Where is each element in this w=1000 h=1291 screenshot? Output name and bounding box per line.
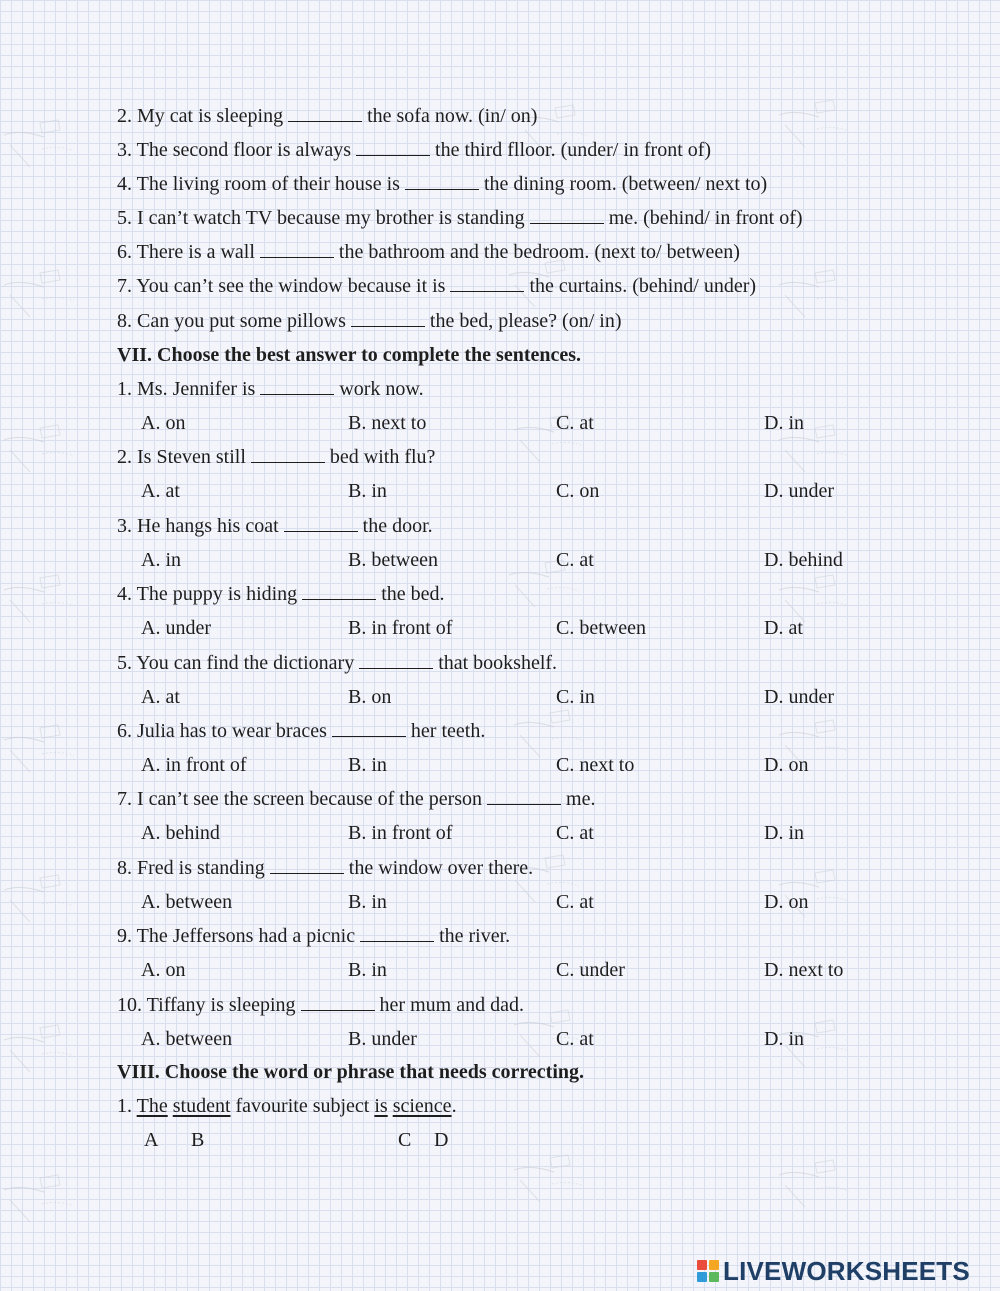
s7-question-5: 5. You can find the dictionary that bookshelf. <box>117 652 558 674</box>
s6-item-2: 2. My cat is sleeping the sofa now. (in/ on) <box>117 105 538 127</box>
s7-q4-option-c[interactable]: C. between <box>556 617 646 639</box>
s7-q1-option-c[interactable]: C. at <box>556 412 594 434</box>
watermark-sketch <box>0 115 80 170</box>
s7-q3-option-b[interactable]: B. between <box>348 549 438 571</box>
s6-item-3: 3. The second floor is always the third flloor. (under/ in front of) <box>117 139 712 161</box>
answer-blank[interactable] <box>251 447 325 463</box>
watermark-sketch <box>0 570 80 625</box>
s7-question-8: 8. Fred is standing the window over there. <box>117 857 534 879</box>
s7-q10-option-a[interactable]: A. between <box>141 1028 233 1050</box>
s7-q7-option-d[interactable]: D. in <box>764 822 804 844</box>
s7-question-10: 10. Tiffany is sleeping her mum and dad. <box>117 994 524 1016</box>
s6-item-7: 7. You can’t see the window because it is the curtains. (behind/ under) <box>117 275 757 297</box>
s7-question-1: 1. Ms. Jennifer is work now. <box>117 378 424 400</box>
s7-q10-option-d[interactable]: D. in <box>764 1028 804 1050</box>
s8-letter-d: D <box>434 1129 449 1151</box>
s8-question-1: 1. The student favourite subject is science. <box>117 1095 457 1117</box>
s8-letter-c: C <box>398 1129 412 1151</box>
s7-q7-option-c[interactable]: C. at <box>556 822 594 844</box>
s7-question-9: 9. The Jeffersons had a picnic the river. <box>117 925 511 947</box>
answer-blank[interactable] <box>260 242 334 258</box>
s7-q5-option-a[interactable]: A. at <box>141 686 180 708</box>
answer-blank[interactable] <box>284 516 358 532</box>
answer-blank[interactable] <box>288 106 362 122</box>
watermark-sketch <box>775 1155 855 1210</box>
s7-question-7: 7. I can’t see the screen because of the person me. <box>117 788 596 810</box>
s7-q2-option-b[interactable]: B. in <box>348 480 387 502</box>
watermark-sketch <box>0 720 80 775</box>
s7-q2-option-c[interactable]: C. on <box>556 480 600 502</box>
s7-q5-option-d[interactable]: D. under <box>764 686 834 708</box>
s6-item-5: 5. I can’t watch TV because my brother is standing me. (behind/ in front of) <box>117 207 803 229</box>
s7-q10-option-c[interactable]: C. at <box>556 1028 594 1050</box>
s6-item-4: 4. The living room of their house is the dining room. (between/ next to) <box>117 173 768 195</box>
s7-q8-option-d[interactable]: D. on <box>764 891 809 913</box>
answer-blank[interactable] <box>356 140 430 156</box>
s7-q4-option-d[interactable]: D. at <box>764 617 803 639</box>
s7-q4-option-b[interactable]: B. in front of <box>348 617 453 639</box>
s7-q1-option-b[interactable]: B. next to <box>348 412 427 434</box>
s7-q3-option-d[interactable]: D. behind <box>764 549 843 571</box>
s7-question-6: 6. Julia has to wear braces her teeth. <box>117 720 486 742</box>
watermark-sketch <box>0 265 80 320</box>
answer-blank[interactable] <box>260 379 334 395</box>
watermark-sketch <box>0 1020 80 1075</box>
s7-q9-option-c[interactable]: C. under <box>556 959 625 981</box>
watermark-sketch <box>0 1170 80 1225</box>
s7-q6-option-d[interactable]: D. on <box>764 754 809 776</box>
watermark-sketch <box>0 420 80 475</box>
option-b-word[interactable]: student <box>172 1095 231 1117</box>
answer-blank[interactable] <box>360 926 434 942</box>
s7-q6-option-a[interactable]: A. in front of <box>141 754 247 776</box>
s7-q6-option-c[interactable]: C. next to <box>556 754 635 776</box>
answer-blank[interactable] <box>270 858 344 874</box>
logo-text: LIVEWORKSHEETS <box>723 1255 970 1286</box>
watermark-sketch <box>775 95 855 150</box>
s7-q9-option-b[interactable]: B. in <box>348 959 387 981</box>
answer-blank[interactable] <box>530 208 604 224</box>
answer-blank[interactable] <box>351 311 425 327</box>
option-d-word[interactable]: science <box>392 1095 452 1117</box>
answer-blank[interactable] <box>332 721 406 737</box>
answer-blank[interactable] <box>405 174 479 190</box>
s6-item-8: 8. Can you put some pillows the bed, please? (on/ in) <box>117 310 622 332</box>
answer-blank[interactable] <box>450 276 524 292</box>
s7-q8-option-a[interactable]: A. between <box>141 891 233 913</box>
logo-tiles-icon <box>697 1260 719 1282</box>
s7-question-4: 4. The puppy is hiding the bed. <box>117 583 445 605</box>
s7-q4-option-a[interactable]: A. under <box>141 617 211 639</box>
answer-blank[interactable] <box>487 789 561 805</box>
s8-letter-b: B <box>191 1129 205 1151</box>
s7-q5-option-c[interactable]: C. in <box>556 686 595 708</box>
watermark-sketch <box>510 1150 590 1205</box>
s7-q8-option-b[interactable]: B. in <box>348 891 387 913</box>
s7-q5-option-b[interactable]: B. on <box>348 686 392 708</box>
s7-q2-option-d[interactable]: D. under <box>764 480 834 502</box>
s7-q9-option-d[interactable]: D. next to <box>764 959 844 981</box>
watermark-sketch <box>510 705 590 760</box>
s7-q10-option-b[interactable]: B. under <box>348 1028 417 1050</box>
s7-q3-option-a[interactable]: A. in <box>141 549 181 571</box>
answer-blank[interactable] <box>302 584 376 600</box>
answer-blank[interactable] <box>301 995 375 1011</box>
s7-q6-option-b[interactable]: B. in <box>348 754 387 776</box>
s7-q8-option-c[interactable]: C. at <box>556 891 594 913</box>
s6-item-6: 6. There is a wall the bathroom and the bedroom. (next to/ between) <box>117 241 740 263</box>
s7-q3-option-c[interactable]: C. at <box>556 549 594 571</box>
s7-q9-option-a[interactable]: A. on <box>141 959 186 981</box>
option-c-word[interactable]: is <box>374 1095 388 1117</box>
s7-q7-option-b[interactable]: B. in front of <box>348 822 453 844</box>
s8-letter-a: A <box>144 1129 159 1151</box>
s7-q1-option-a[interactable]: A. on <box>141 412 186 434</box>
watermark-sketch <box>775 265 855 320</box>
s7-question-3: 3. He hangs his coat the door. <box>117 515 433 537</box>
s7-q2-option-a[interactable]: A. at <box>141 480 180 502</box>
section-8-heading: VIII. Choose the word or phrase that needs correcting. <box>117 1061 585 1083</box>
section-7-heading: VII. Choose the best answer to complete the sentences. <box>117 344 582 366</box>
watermark-sketch <box>0 870 80 925</box>
answer-blank[interactable] <box>359 653 433 669</box>
s7-q1-option-d[interactable]: D. in <box>764 412 804 434</box>
s7-q7-option-a[interactable]: A. behind <box>141 822 220 844</box>
option-a-word[interactable]: The <box>136 1095 168 1117</box>
liveworksheets-logo <box>697 1256 970 1286</box>
s7-question-2: 2. Is Steven still bed with flu? <box>117 446 436 468</box>
